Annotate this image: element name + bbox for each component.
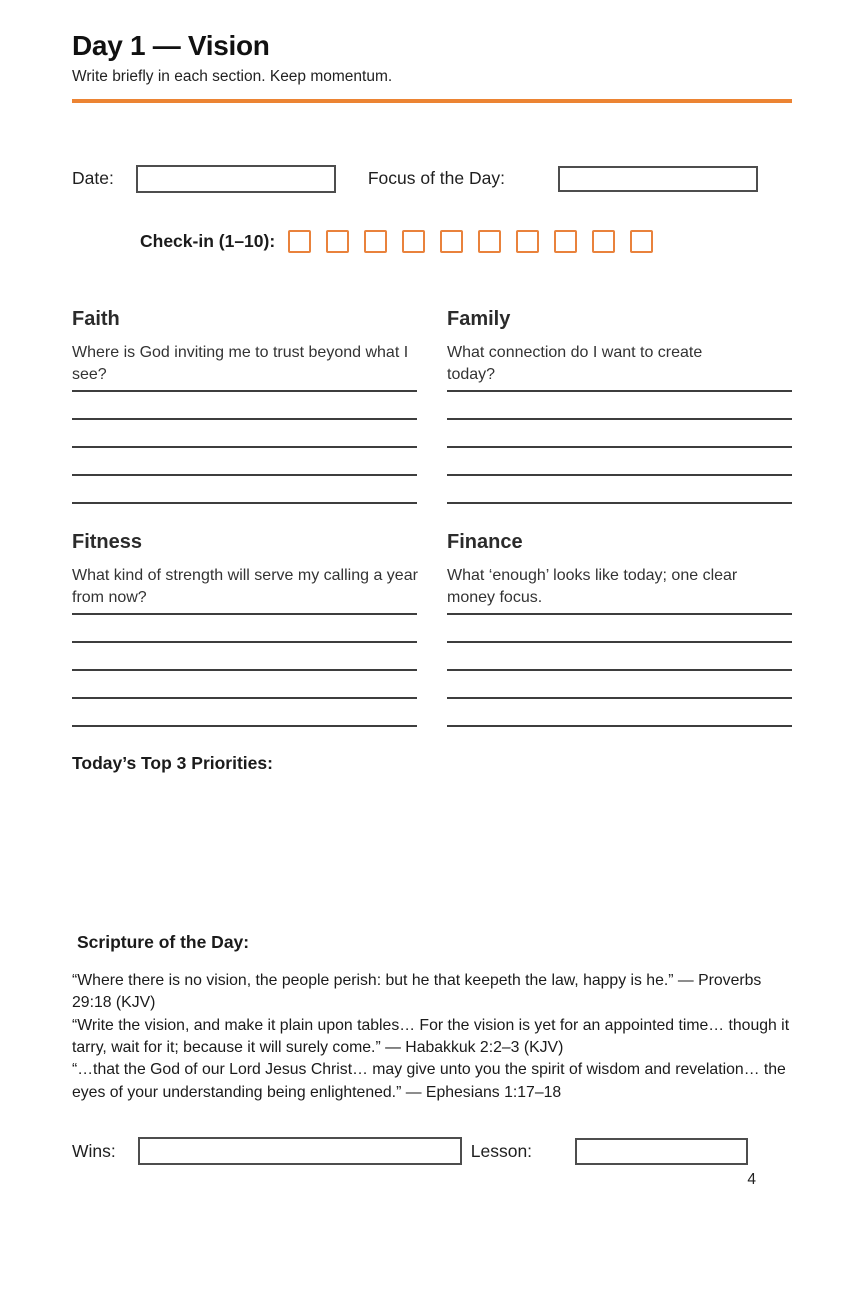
writing-line bbox=[447, 420, 792, 448]
section-finance bbox=[447, 531, 792, 727]
lesson-input[interactable] bbox=[575, 1138, 748, 1165]
page-subtitle: Write briefly in each section. Keep momentum. bbox=[72, 67, 393, 85]
checkin-checkbox-1[interactable] bbox=[288, 230, 311, 253]
checkin-checkbox-7[interactable] bbox=[516, 230, 539, 253]
writing-line bbox=[72, 476, 417, 504]
focus-of-day-label: Focus of the Day: bbox=[367, 168, 505, 189]
section-finance-writing-lines bbox=[447, 609, 792, 727]
writing-line bbox=[72, 643, 417, 671]
section-fitness-writing-lines bbox=[72, 609, 417, 727]
checkin-checkbox-6[interactable] bbox=[478, 230, 501, 253]
writing-line bbox=[447, 643, 792, 671]
checkin-row bbox=[72, 230, 792, 253]
section-fitness-prompt: What kind of strength will serve my calling a year from now? bbox=[72, 566, 418, 606]
worksheet-page bbox=[72, 0, 792, 1189]
section-family-prompt: What connection do I want to create today? bbox=[447, 343, 703, 383]
section-fitness-title: Fitness bbox=[72, 530, 143, 553]
scripture-quotes bbox=[72, 970, 794, 1104]
wins-lesson-row bbox=[72, 1137, 792, 1165]
writing-line bbox=[72, 671, 417, 699]
checkin-checkbox-10[interactable] bbox=[630, 230, 653, 253]
writing-line bbox=[72, 699, 417, 727]
section-faith-writing-lines bbox=[72, 386, 417, 504]
section-finance-prompt: What ‘enough’ looks like today; one clear money focus. bbox=[447, 566, 738, 606]
section-family-title: Family bbox=[447, 307, 511, 330]
checkin-checkbox-group bbox=[288, 230, 653, 253]
section-fitness bbox=[72, 531, 417, 727]
section-faith-title: Faith bbox=[72, 307, 120, 330]
writing-line bbox=[447, 448, 792, 476]
checkin-checkbox-9[interactable] bbox=[592, 230, 615, 253]
checkin-checkbox-2[interactable] bbox=[326, 230, 349, 253]
lesson-label: Lesson: bbox=[470, 1140, 533, 1161]
writing-line bbox=[447, 699, 792, 727]
section-faith bbox=[72, 308, 417, 504]
wins-input[interactable] bbox=[138, 1137, 462, 1165]
page-title: Day 1 — Vision bbox=[72, 30, 270, 61]
writing-line bbox=[447, 476, 792, 504]
checkin-checkbox-4[interactable] bbox=[402, 230, 425, 253]
writing-line bbox=[447, 392, 792, 420]
wins-label: Wins: bbox=[72, 1140, 116, 1161]
writing-line bbox=[72, 392, 417, 420]
section-faith-prompt: Where is God inviting me to trust beyond what I see? bbox=[72, 343, 409, 383]
section-family-writing-lines bbox=[447, 386, 792, 504]
scripture-label: Scripture of the Day: bbox=[77, 931, 250, 952]
checkin-checkbox-8[interactable] bbox=[554, 230, 577, 253]
writing-line bbox=[447, 671, 792, 699]
page-number: 4 bbox=[747, 1171, 756, 1189]
writing-line bbox=[72, 615, 417, 643]
writing-line bbox=[447, 615, 792, 643]
date-focus-row bbox=[72, 165, 792, 193]
focus-of-day-input[interactable] bbox=[558, 166, 758, 192]
date-input[interactable] bbox=[136, 165, 336, 193]
scripture-section bbox=[72, 932, 792, 1104]
accent-divider bbox=[72, 99, 792, 103]
top-priorities-label: Today’s Top 3 Priorities: bbox=[72, 752, 273, 773]
checkin-label: Check-in (1–10): bbox=[140, 230, 276, 251]
scripture-quote-proverbs: “Where there is no vision, the people perish: but he that keepeth the law, happy is he.” — Proverbs 29:18 (KJV) bbox=[72, 971, 762, 1012]
four-f-sections-grid bbox=[72, 308, 792, 727]
writing-line bbox=[72, 420, 417, 448]
scripture-quote-habakkuk: “Write the vision, and make it plain upon tables… For the vision is yet for an appointed time… though it tarry, wait for it; because it will surely come.” — Habakkuk 2:2–3 (KJV) bbox=[72, 1016, 790, 1057]
section-finance-title: Finance bbox=[447, 530, 523, 553]
checkin-checkbox-3[interactable] bbox=[364, 230, 387, 253]
writing-line bbox=[72, 448, 417, 476]
date-label: Date: bbox=[72, 168, 114, 189]
section-family bbox=[447, 308, 792, 504]
scripture-quote-ephesians: “…that the God of our Lord Jesus Christ… may give unto you the spirit of wisdom and revelation… the eyes of your understanding being enlightened.” — Ephesians 1:17–18 bbox=[72, 1061, 786, 1101]
checkin-checkbox-5[interactable] bbox=[440, 230, 463, 253]
